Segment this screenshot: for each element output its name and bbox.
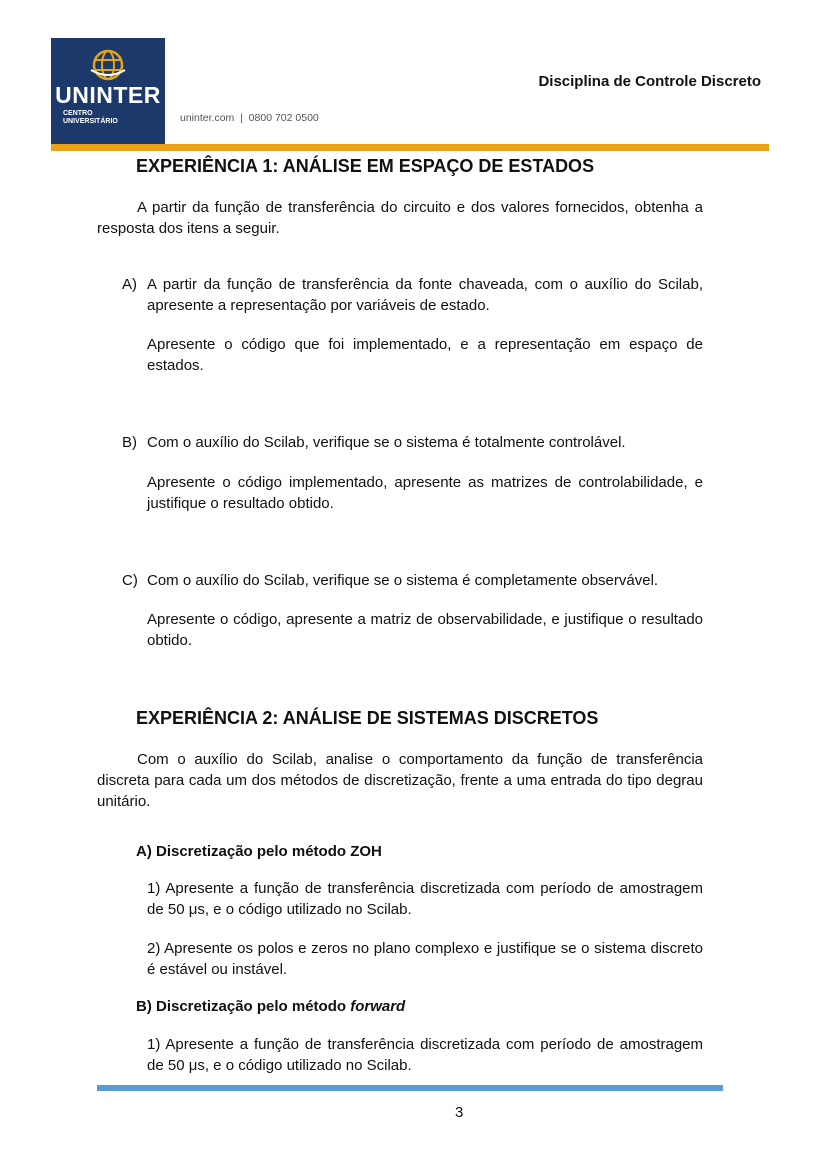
globe-icon	[89, 46, 127, 84]
exp1-item-c-text: Com o auxílio do Scilab, verifique se o sistema é completamente observável.	[147, 572, 659, 589]
logo-sub-line-1: CENTRO	[63, 110, 93, 117]
logo-subtitle	[63, 110, 118, 126]
discipline-title: Disciplina de Controle Discreto	[538, 73, 761, 90]
footer-rule	[97, 1085, 723, 1091]
exp2-intro: Com o auxílio do Scilab, analise o comportamento da função de transferência discreta para cada um dos métodos de discretização, frente a uma entrada do tipo degrau unitário.	[97, 751, 703, 810]
logo-name: UNINTER	[55, 82, 161, 108]
exp1-item-c-detail: Apresente o código, apresente a matriz de observabilidade, e justifique o resultado obtido.	[147, 611, 703, 649]
exp1-item-c-letter: C)	[122, 572, 138, 589]
exp2-section-b-heading	[136, 998, 405, 1015]
page-number: 3	[455, 1104, 464, 1121]
exp2-section-b-heading-prefix: B) Discretização pelo método	[136, 998, 351, 1015]
logo-sub-line-2: UNIVERSITÁRIO	[63, 118, 118, 125]
exp2-section-b-q1: 1) Apresente a função de transferência discretizada com período de amostragem de 50 μs, e o código utilizado no Scilab.	[147, 1036, 703, 1074]
exp2-section-a-heading: A) Discretização pelo método ZOH	[136, 843, 382, 860]
header-rule	[51, 144, 769, 151]
exp1-item-b-letter: B)	[122, 434, 137, 451]
exp1-item-b-text: Com o auxílio do Scilab, verifique se o sistema é totalmente controlável.	[147, 434, 626, 451]
exp2-section-a-q1: 1) Apresente a função de transferência discretizada com período de amostragem de 50 μs, e o código utilizado no Scilab.	[147, 880, 703, 918]
exp1-title: EXPERIÊNCIA 1: ANÁLISE EM ESPAÇO DE ESTADOS	[136, 156, 595, 176]
exp2-section-b-heading-italic: forward	[350, 998, 406, 1015]
exp2-title: EXPERIÊNCIA 2: ANÁLISE DE SISTEMAS DISCRETOS	[136, 708, 599, 728]
uninter-logo	[51, 38, 165, 144]
exp1-item-b-detail: Apresente o código implementado, apresente as matrizes de controlabilidade, e justifique o resultado obtido.	[147, 474, 703, 512]
exp1-item-a-detail: Apresente o código que foi implementado, e a representação em espaço de estados.	[147, 336, 703, 374]
exp1-item-a-letter: A)	[122, 276, 137, 293]
exp1-item-a-text: A partir da função de transferência da fonte chaveada, com o auxílio do Scilab, apresente a representação por variáveis de estado.	[147, 276, 703, 314]
contact-info: uninter.com | 0800 702 0500	[180, 112, 319, 124]
exp1-intro: A partir da função de transferência do circuito e dos valores fornecidos, obtenha a resposta dos itens a seguir.	[97, 199, 703, 237]
exp2-section-a-q2: 2) Apresente os polos e zeros no plano complexo e justifique se o sistema discreto é estável ou instável.	[147, 940, 703, 978]
